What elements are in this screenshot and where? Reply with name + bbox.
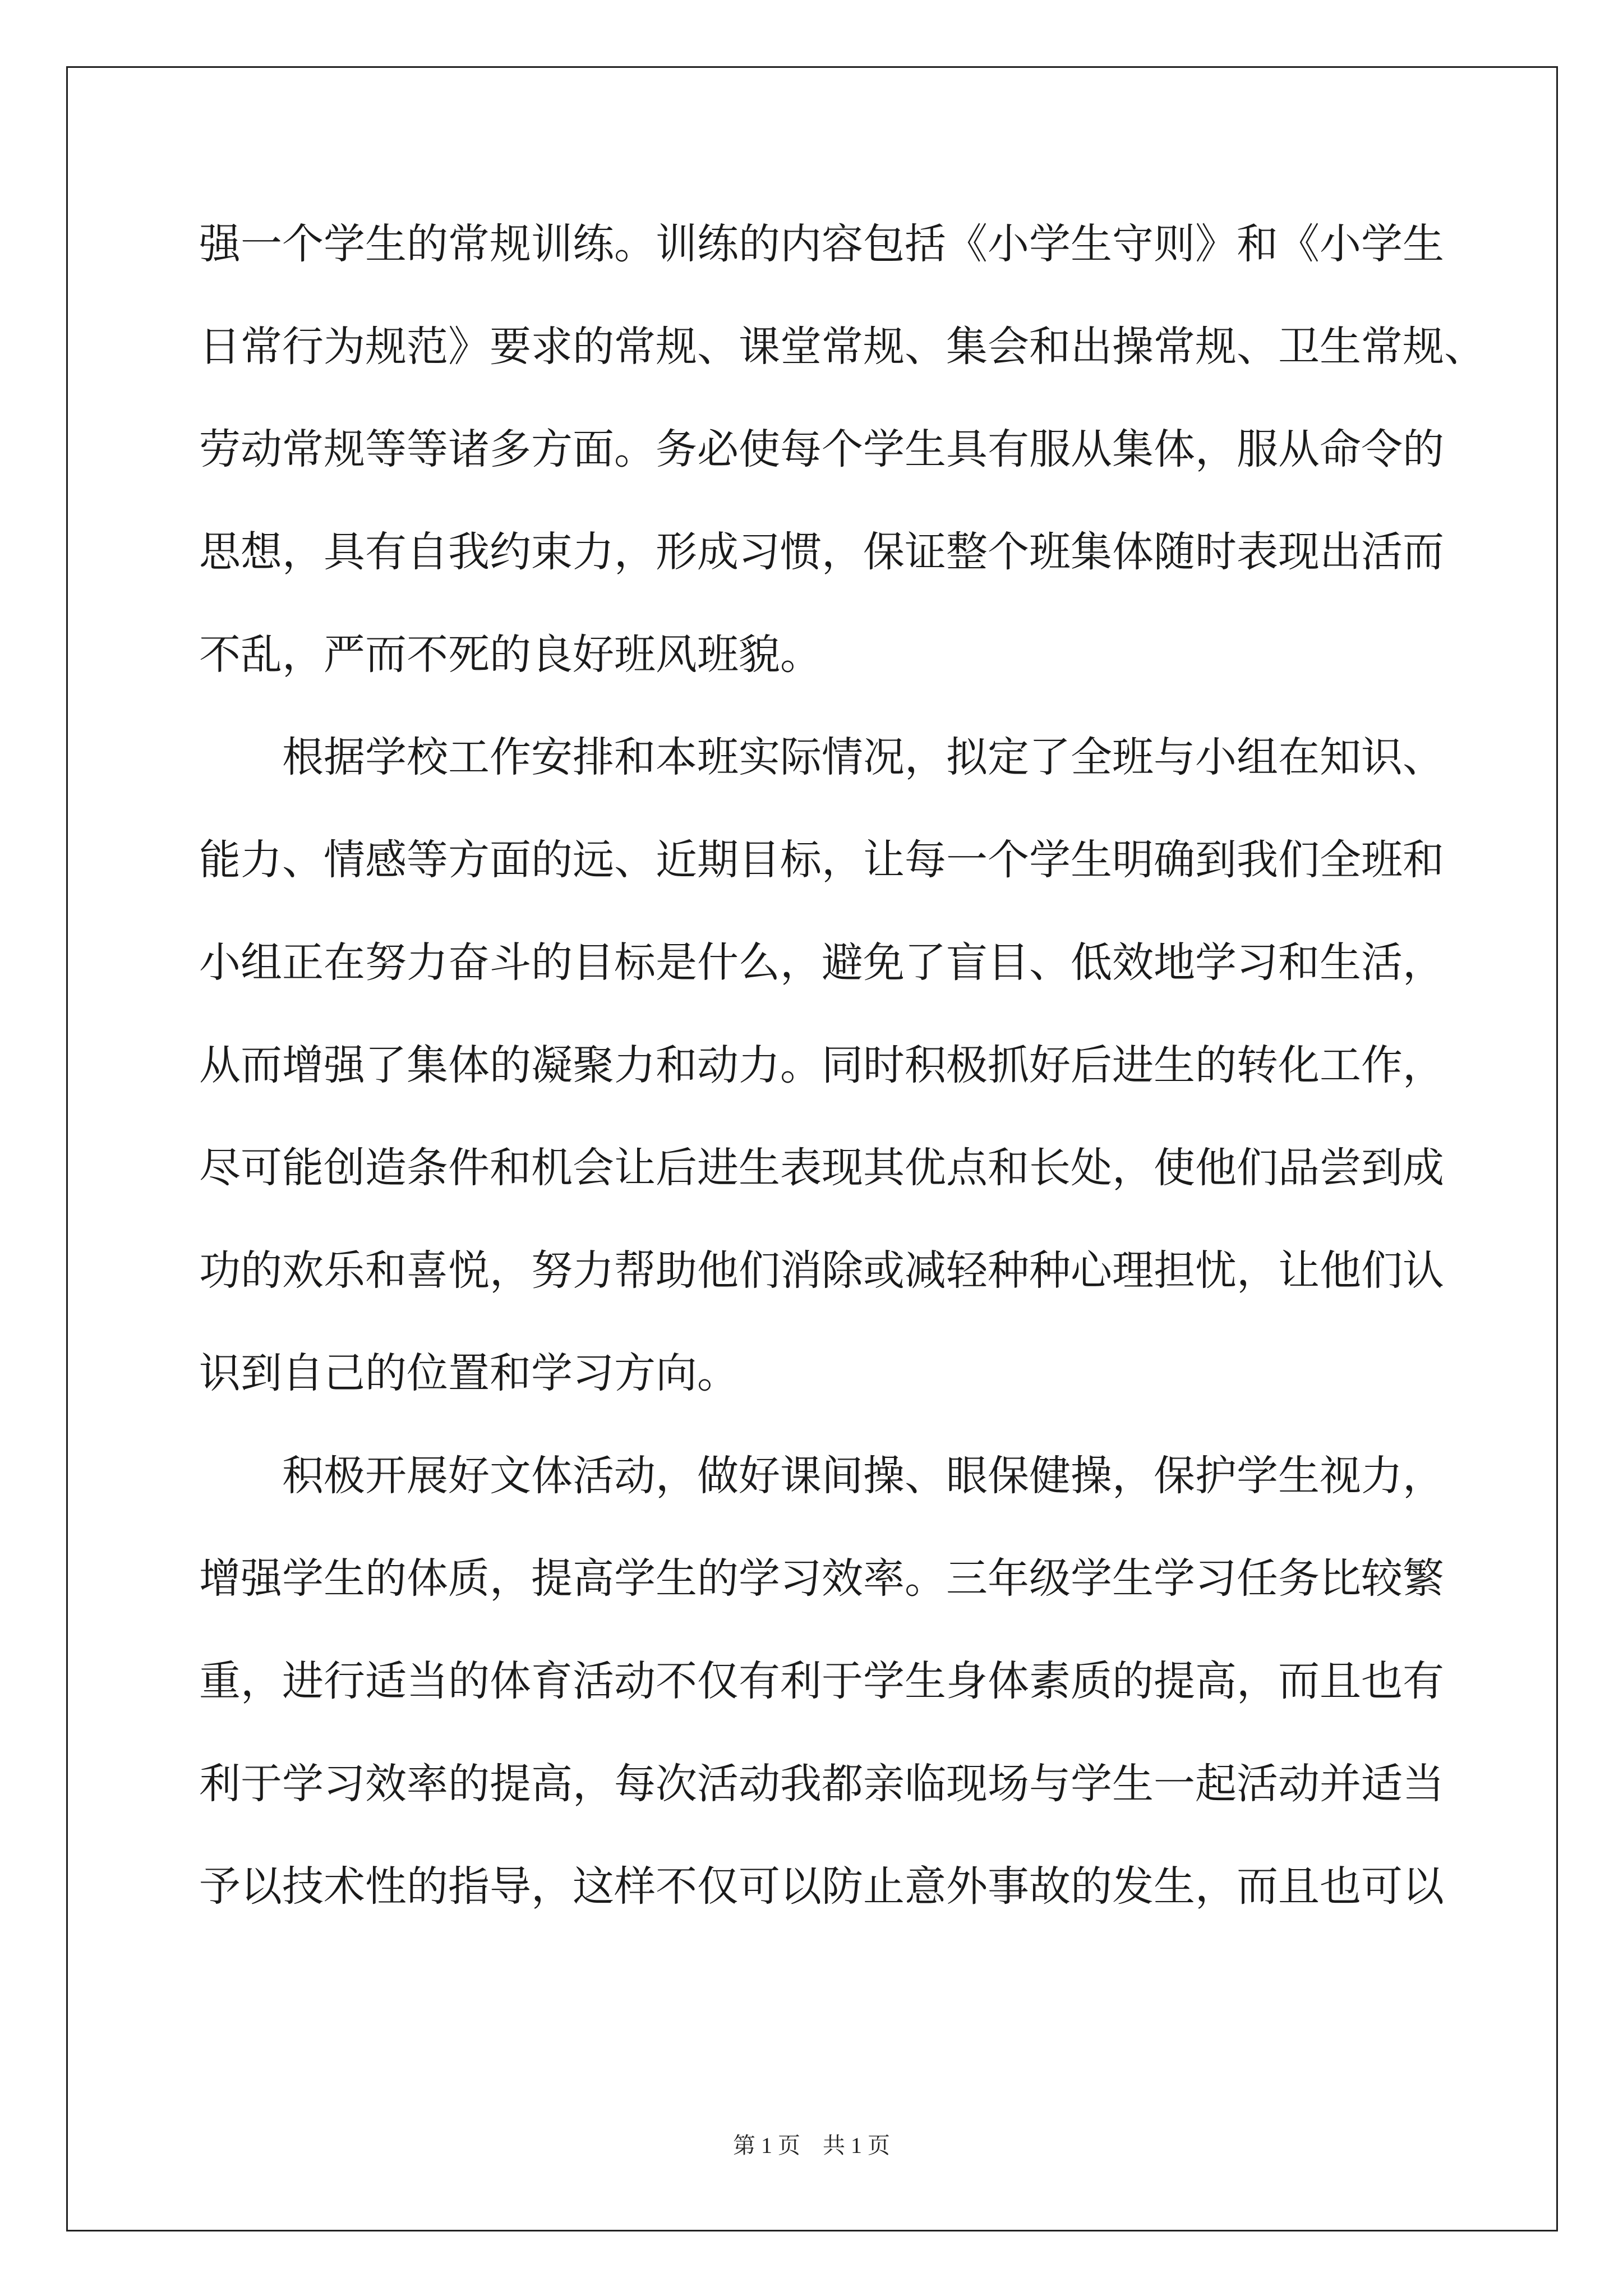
paragraph-2-line-7: 识到自己的位置和学习方向。: [199, 1349, 739, 1397]
paragraph-2-line-4: 从而增强了集体的凝聚力和动力。同时积极抓好后进生的转化工作，: [199, 1041, 1444, 1089]
paragraph-1-line-1: 强一个学生的常规训练。训练的内容包括《小学生守则》和《小学生: [199, 220, 1444, 268]
paragraph-2-line-3: 小组正在努力奋斗的目标是什么，避免了盲目、低效地学习和生活，: [199, 938, 1444, 987]
page-number-footer: 第 1 页 共 1 页: [733, 2133, 890, 2158]
paragraph-3-line-1: 积极开展好文体活动，做好课间操、眼保健操，保护学生视力，: [282, 1452, 1444, 1500]
paragraph-2-line-6: 功的欢乐和喜悦，努力帮助他们消除或减轻种种心理担忧，让他们认: [199, 1246, 1444, 1295]
paragraph-3-line-2: 增强学生的体质，提高学生的学习效率。三年级学生学习任务比较繁: [199, 1554, 1444, 1603]
paragraph-1-line-3: 劳动常规等等诸多方面。务必使每个学生具有服从集体，服从命令的: [199, 425, 1444, 473]
paragraph-3-line-5: 予以技术性的指导，这样不仅可以防止意外事故的发生，而且也可以: [199, 1862, 1444, 1911]
paragraph-2-line-1: 根据学校工作安排和本班实际情况，拟定了全班与小组在知识、: [282, 733, 1444, 781]
paragraph-2-line-5: 尽可能创造条件和机会让后进生表现其优点和长处，使他们品尝到成: [199, 1144, 1444, 1192]
paragraph-3-line-3: 重，进行适当的体育活动不仅有利于学生身体素质的提高，而且也有: [199, 1657, 1444, 1705]
paragraph-2-line-2: 能力、情感等方面的远、近期目标，让每一个学生明确到我们全班和: [199, 836, 1444, 884]
paragraph-1-line-2: 日常行为规范》要求的常规、课堂常规、集会和出操常规、卫生常规、: [199, 323, 1486, 371]
paragraph-1-line-4: 思想，具有自我约束力，形成习惯，保证整个班集体随时表现出活而: [199, 528, 1444, 576]
paragraph-1-line-5: 不乱，严而不死的良好班风班貌。: [199, 631, 822, 679]
paragraph-3-line-4: 利于学习效率的提高，每次活动我都亲临现场与学生一起活动并适当: [199, 1760, 1444, 1808]
